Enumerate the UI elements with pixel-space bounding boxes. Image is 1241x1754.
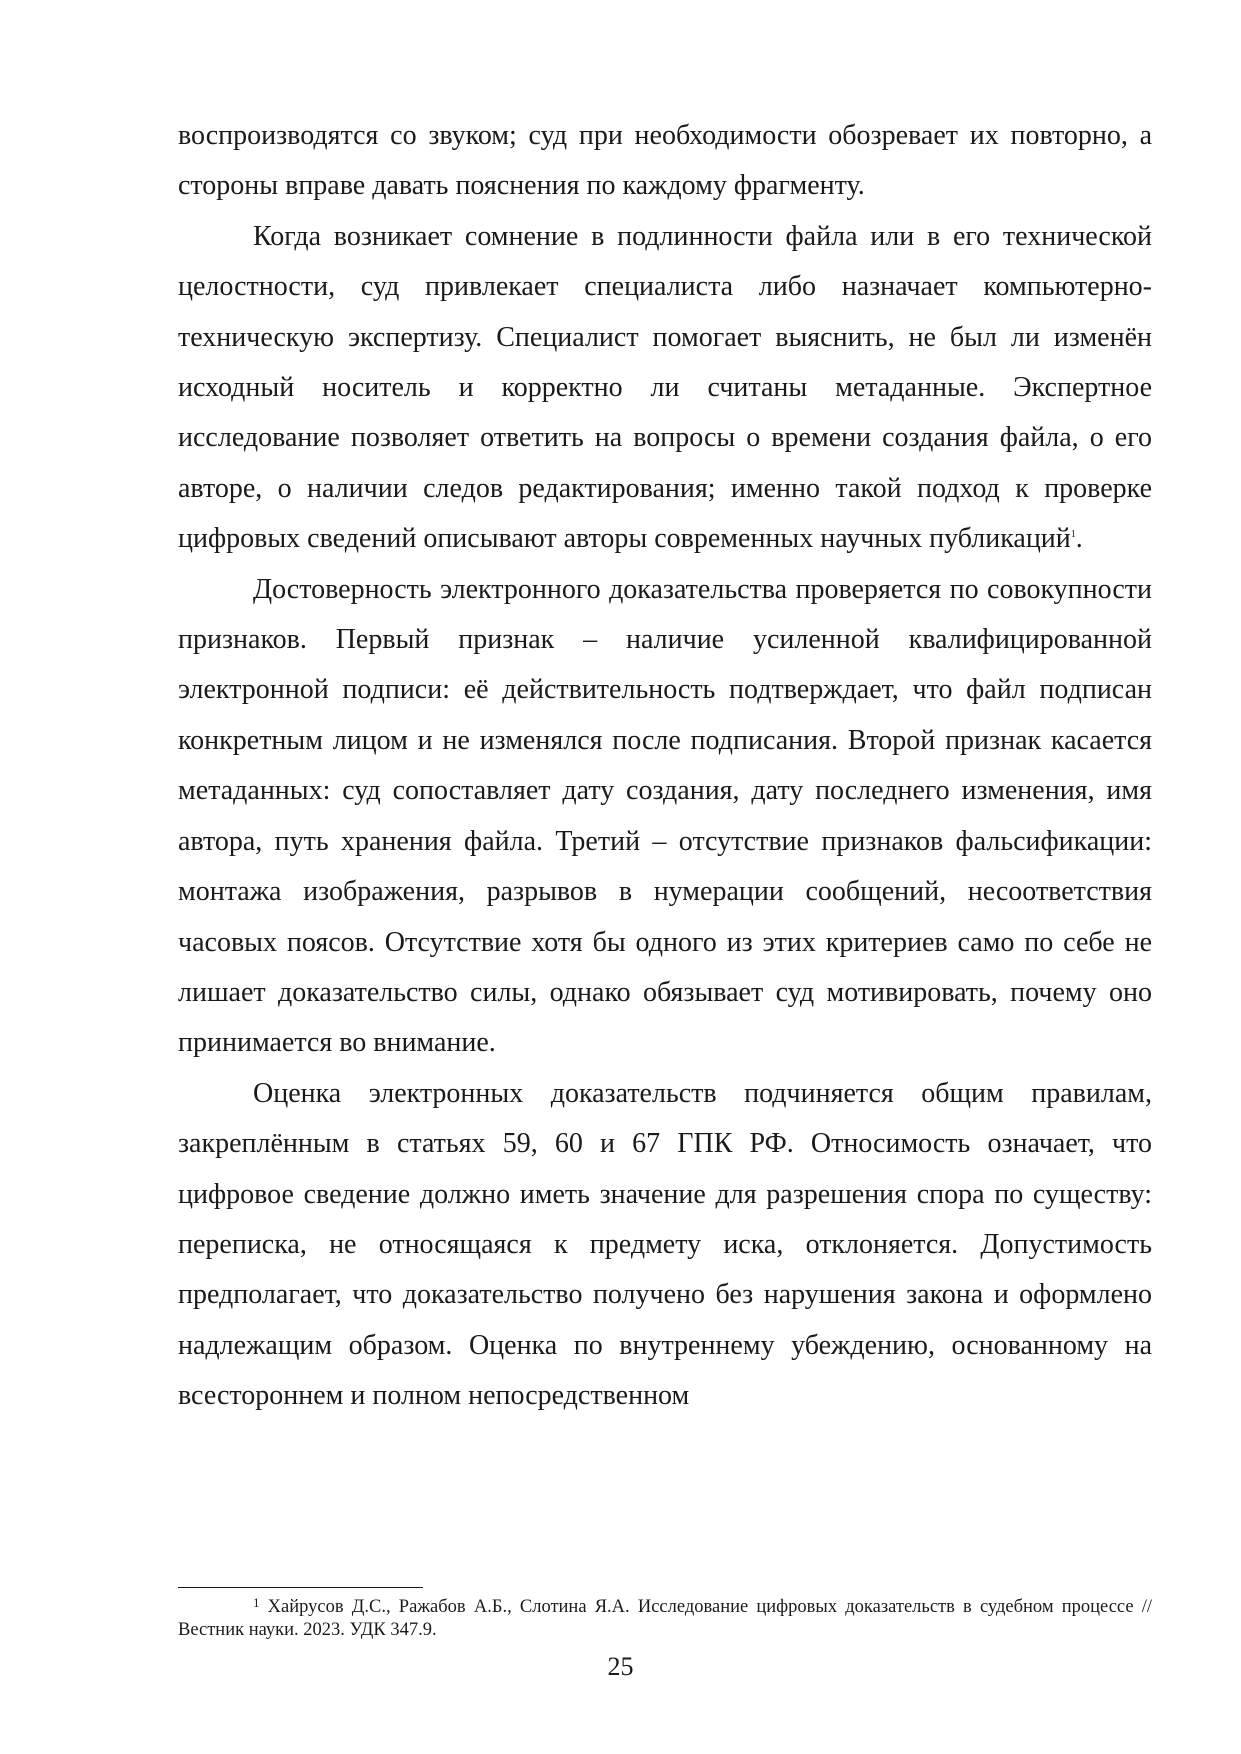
paragraph-expertise-end: . — [1075, 523, 1083, 555]
paragraph-reliability: Достоверность электронного доказательства проверяется по совокупности признаков. Первый признак – наличие усиленной квалифицированной электронной подписи: её действительность подтверждает, что файл подписан конкретным лицом и не изменялся после подписания. Второй признак касается метаданных: суд сопоставляет дату создания, дату последнего изменения, имя автора, путь хранения файла. Третий – отсутствие признаков фальсификации: монтажа изображения, разрывов в нумерации сообщений, несоответствия часовых поясов. Отсутствие хотя бы одного из этих критериев само по себе не лишает доказательство силы, однако обязывает суд мотивировать, почему оно принимается во внимание. — [178, 573, 1152, 1059]
footnote — [178, 1596, 1152, 1642]
paragraph-expertise — [178, 212, 1152, 565]
paragraph-continuation: воспроизводятся со звуком; суд при необходимости обозревает их повторно, а стороны вправе давать пояснения по каждому фрагменту. — [178, 120, 1152, 202]
paragraph-expertise-text: Когда возникает сомнение в подлинности файла или в его технической целостности, суд привлекает специалиста либо назначает компьютерно-техническую экспертизу. Специалист помогает выяснить, не был ли изменён исходный носитель и корректно ли считаны метаданные. Экспертное исследование позволяет ответить на вопросы о времени создания файла, о его авторе, о наличии следов редактирования; именно такой подход к проверке цифровых сведений описывают авторы современных научных публикаций — [178, 220, 1152, 555]
page-number: 25 — [607, 1652, 634, 1681]
footnote-text: Хайрусов Д.С., Ражабов А.Б., Слотина Я.А. Исследование цифровых доказательств в судебном процессе // Вестник науки. 2023. УДК 347.9. — [178, 1597, 1152, 1640]
footnote-number: 1 — [253, 1595, 260, 1610]
footnote-separator — [178, 1587, 423, 1588]
document-body — [178, 111, 1152, 1422]
paragraph-evaluation: Оценка электронных доказательств подчиняется общим правилам, закреплённым в статьях 59, 60 и 67 ГПК РФ. Относимость означает, что цифровое сведение должно иметь значение для разрешения спора по существу: переписка, не относящаяся к предмету иска, отклоняется. Допустимость предполагает, что доказательство получено без нарушения закона и оформлено надлежащим образом. Оценка по внутреннему убеждению, основанному на всестороннем и полном непосредственном — [178, 1077, 1152, 1412]
footnote-reference: 1 — [1070, 529, 1076, 541]
